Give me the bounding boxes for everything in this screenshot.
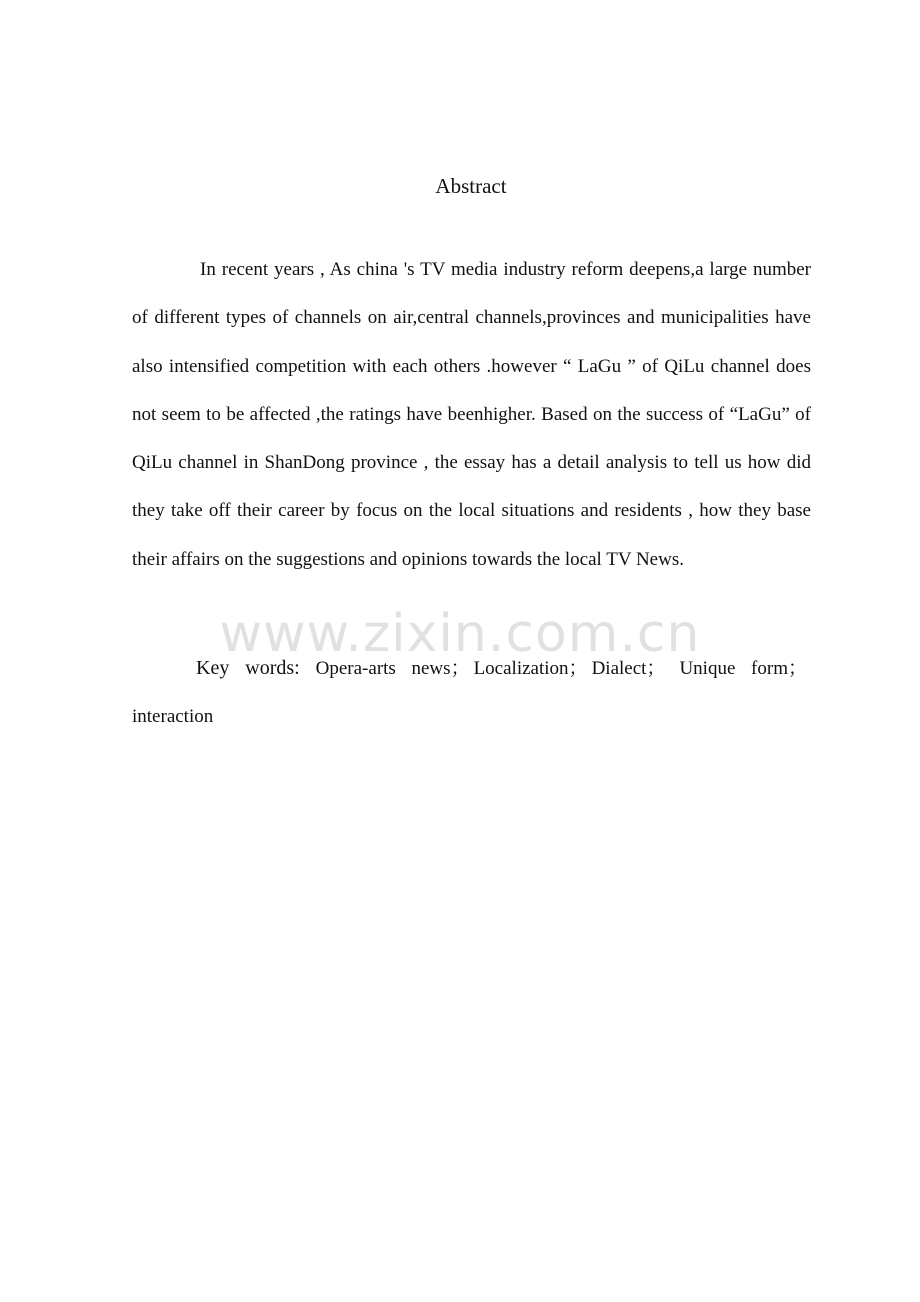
keyword-item: Unique form <box>679 658 788 679</box>
abstract-body: In recent years , As china 's TV media industry reform deepens,a large number of different types of channels on air,central channels,provinces and municipalities have also intensified competition with each others .however “ LaGu ” of QiLu channel does not seem to be affected ,the ratings have beenhigher. Based on the success of “LaGu” of QiLu channel in ShanDong province , the essay has a detail analysis to tell us how did they take off their career by focus on the local situations and residents , how they base their affairs on the suggestions and opinions towards the local TV News. <box>132 259 811 570</box>
keyword-item: Dialect <box>591 658 647 679</box>
keyword-item: Localization <box>473 658 569 679</box>
watermark-text: www.zixin.com.cn <box>219 604 701 664</box>
abstract-title: Abstract <box>435 174 507 198</box>
keyword-item: interaction <box>132 706 214 728</box>
keywords-line <box>132 644 811 742</box>
keywords-label: Key words: <box>196 657 316 679</box>
keyword-separator: ； <box>450 658 470 679</box>
keyword-separator: ； <box>788 658 808 679</box>
keyword-item: Opera-arts news <box>315 658 451 679</box>
keyword-separator: ； <box>568 658 588 679</box>
keyword-separator: ； <box>646 658 666 679</box>
